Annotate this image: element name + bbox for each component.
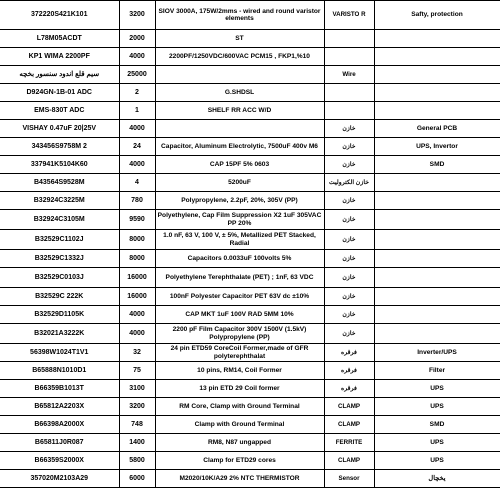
part-number-cell: KP1 WIMA 2200PF [0, 48, 119, 66]
application-cell: SMD [374, 156, 500, 174]
table-row [0, 380, 500, 398]
type-cell: CLAMP [324, 416, 374, 434]
table-row [0, 120, 500, 138]
description-cell: CAP 15PF 5% 0603 [155, 156, 324, 174]
description-cell: M2020/10K/A29 2% NTC THERMISTOR [155, 470, 324, 488]
description-cell: ST [155, 30, 324, 48]
part-number-cell: 357020M2103A29 [0, 470, 119, 488]
quantity-cell: 3200 [119, 1, 155, 30]
application-cell [374, 250, 500, 268]
quantity-cell: 25000 [119, 66, 155, 84]
type-cell: VARISTO R [324, 1, 374, 30]
part-number-cell: B66398A2000X [0, 416, 119, 434]
type-cell: CLAMP [324, 398, 374, 416]
quantity-cell: 780 [119, 192, 155, 210]
part-number-cell: B65812A2203X [0, 398, 119, 416]
part-number-cell: B32529D1105K [0, 306, 119, 324]
application-cell [374, 306, 500, 324]
part-number-cell: B32529C1102J [0, 230, 119, 250]
description-cell: Capacitors 0.0033uF 100volts 5% [155, 250, 324, 268]
description-cell: Clamp with Ground Terminal [155, 416, 324, 434]
quantity-cell: 3200 [119, 398, 155, 416]
quantity-cell: 1400 [119, 434, 155, 452]
type-cell: خازن [324, 120, 374, 138]
type-cell: خازن [324, 288, 374, 306]
part-number-cell: B43564S9528M [0, 174, 119, 192]
table-row [0, 156, 500, 174]
table-row [0, 30, 500, 48]
application-cell: Filter [374, 362, 500, 380]
type-cell: خازن [324, 156, 374, 174]
part-number-cell: VISHAY 0.47uF 20|25V [0, 120, 119, 138]
description-cell: 13 pin ETD 29 Coil former [155, 380, 324, 398]
application-cell: UPS [374, 434, 500, 452]
table-row [0, 1, 500, 30]
part-number-cell: B32924C3105M [0, 210, 119, 230]
application-cell [374, 30, 500, 48]
table-row [0, 268, 500, 288]
table-row [0, 434, 500, 452]
quantity-cell: 8000 [119, 230, 155, 250]
type-cell [324, 84, 374, 102]
type-cell [324, 30, 374, 48]
part-number-cell: B65811J0R087 [0, 434, 119, 452]
type-cell: فرقره [324, 362, 374, 380]
type-cell: خازن [324, 250, 374, 268]
application-cell: General PCB [374, 120, 500, 138]
table-row [0, 452, 500, 470]
application-cell: UPS [374, 452, 500, 470]
quantity-cell: 16000 [119, 268, 155, 288]
type-cell: خازن [324, 306, 374, 324]
type-cell: خازن [324, 268, 374, 288]
description-cell: RM Core, Clamp with Ground Terminal [155, 398, 324, 416]
parts-table-body [0, 1, 500, 488]
table-row [0, 48, 500, 66]
application-cell: UPS [374, 398, 500, 416]
description-cell [155, 120, 324, 138]
part-number-cell: EMS-830T ADC [0, 102, 119, 120]
description-cell: 100nF Polyester Capacitor PET 63V dc ±10% [155, 288, 324, 306]
part-number-cell: 372220S421K101 [0, 1, 119, 30]
description-cell: Capacitor, Aluminum Electrolytic, 7500uF 400v M6 [155, 138, 324, 156]
type-cell: خازن [324, 324, 374, 344]
description-cell: CAP MKT 1uF 100V RAD 5MM 10% [155, 306, 324, 324]
table-row [0, 66, 500, 84]
quantity-cell: 1 [119, 102, 155, 120]
type-cell: خازن [324, 210, 374, 230]
quantity-cell: 16000 [119, 288, 155, 306]
table-row [0, 344, 500, 362]
type-cell [324, 102, 374, 120]
table-row [0, 192, 500, 210]
application-cell: UPS [374, 380, 500, 398]
quantity-cell: 4000 [119, 324, 155, 344]
application-cell: Inverter/UPS [374, 344, 500, 362]
description-cell: 24 pin ETD59 CoreCoil Former,made of GFR polyterephthalat [155, 344, 324, 362]
part-number-cell: 343456S9758M 2 [0, 138, 119, 156]
part-number-cell: B65888N1010D1 [0, 362, 119, 380]
table-row [0, 174, 500, 192]
table-row [0, 230, 500, 250]
application-cell: یخچال [374, 470, 500, 488]
quantity-cell: 8000 [119, 250, 155, 268]
table-row [0, 288, 500, 306]
application-cell: SMD [374, 416, 500, 434]
part-number-cell: B32529C1332J [0, 250, 119, 268]
table-row [0, 362, 500, 380]
description-cell: 2200PF/1250VDC/600VAC PCM15 , FKP1,%10 [155, 48, 324, 66]
description-cell: 2200 pF Film Capacitor 300V 1500V (1.5kV) Polypropylene (PP) [155, 324, 324, 344]
description-cell: Polyethylene Terephthalate (PET) ; 1nF, 63 VDC [155, 268, 324, 288]
application-cell [374, 66, 500, 84]
description-cell: Clamp for ETD29 cores [155, 452, 324, 470]
quantity-cell: 2 [119, 84, 155, 102]
table-row [0, 250, 500, 268]
quantity-cell: 748 [119, 416, 155, 434]
table-row [0, 210, 500, 230]
part-number-cell: L78M05ACDT [0, 30, 119, 48]
type-cell: CLAMP [324, 452, 374, 470]
table-row [0, 324, 500, 344]
application-cell [374, 84, 500, 102]
description-cell: RM8, N87 ungapped [155, 434, 324, 452]
quantity-cell: 3100 [119, 380, 155, 398]
type-cell: FERRITE [324, 434, 374, 452]
type-cell: خازن الکترولیت [324, 174, 374, 192]
quantity-cell: 6000 [119, 470, 155, 488]
table-row [0, 470, 500, 488]
type-cell: Sensor [324, 470, 374, 488]
description-cell: 5200uF [155, 174, 324, 192]
table-row [0, 416, 500, 434]
quantity-cell: 2000 [119, 30, 155, 48]
table-row [0, 84, 500, 102]
description-cell: 10 pins, RM14, Coil Former [155, 362, 324, 380]
description-cell: G.SHDSL [155, 84, 324, 102]
quantity-cell: 4000 [119, 120, 155, 138]
description-cell: SIOV 3000A, 175W/2mms - wired and round varistor elements [155, 1, 324, 30]
part-number-cell: B32529C 222K [0, 288, 119, 306]
part-number-cell: B32924C3225M [0, 192, 119, 210]
description-cell: Polypropylene, 2.2pF, 20%, 305V (PP) [155, 192, 324, 210]
part-number-cell: سیم قلع اندود سنسور بخچه [0, 66, 119, 84]
type-cell: فرقره [324, 344, 374, 362]
table-row [0, 306, 500, 324]
table-row [0, 398, 500, 416]
type-cell [324, 48, 374, 66]
quantity-cell: 4 [119, 174, 155, 192]
type-cell: فرقره [324, 380, 374, 398]
application-cell [374, 48, 500, 66]
quantity-cell: 75 [119, 362, 155, 380]
quantity-cell: 9590 [119, 210, 155, 230]
type-cell: خازن [324, 138, 374, 156]
part-number-cell: D924GN-1B-01 ADC [0, 84, 119, 102]
table-row [0, 138, 500, 156]
quantity-cell: 4000 [119, 48, 155, 66]
application-cell: Safty, protection [374, 1, 500, 30]
part-number-cell: 337941K5104K60 [0, 156, 119, 174]
application-cell: UPS, Invertor [374, 138, 500, 156]
quantity-cell: 32 [119, 344, 155, 362]
quantity-cell: 4000 [119, 156, 155, 174]
table-row [0, 102, 500, 120]
part-number-cell: 56398W1024T1V1 [0, 344, 119, 362]
description-cell: SHELF RR ACC W/D [155, 102, 324, 120]
part-number-cell: B66359S2000X [0, 452, 119, 470]
part-number-cell: B32529C0103J [0, 268, 119, 288]
application-cell [374, 210, 500, 230]
description-cell [155, 66, 324, 84]
description-cell: Polyethylene, Cap Film Suppression X2 1uF 305VAC PP 20% [155, 210, 324, 230]
description-cell: 1.0 nF, 63 V, 100 V, ± 5%, Metallized PET Stacked, Radial [155, 230, 324, 250]
quantity-cell: 4000 [119, 306, 155, 324]
quantity-cell: 5800 [119, 452, 155, 470]
part-number-cell: B66359B1013T [0, 380, 119, 398]
type-cell: Wire [324, 66, 374, 84]
application-cell [374, 192, 500, 210]
application-cell [374, 288, 500, 306]
application-cell [374, 230, 500, 250]
quantity-cell: 24 [119, 138, 155, 156]
type-cell: خازن [324, 230, 374, 250]
application-cell [374, 174, 500, 192]
application-cell [374, 324, 500, 344]
application-cell [374, 102, 500, 120]
application-cell [374, 268, 500, 288]
part-number-cell: B32021A3222K [0, 324, 119, 344]
type-cell: خازن [324, 192, 374, 210]
